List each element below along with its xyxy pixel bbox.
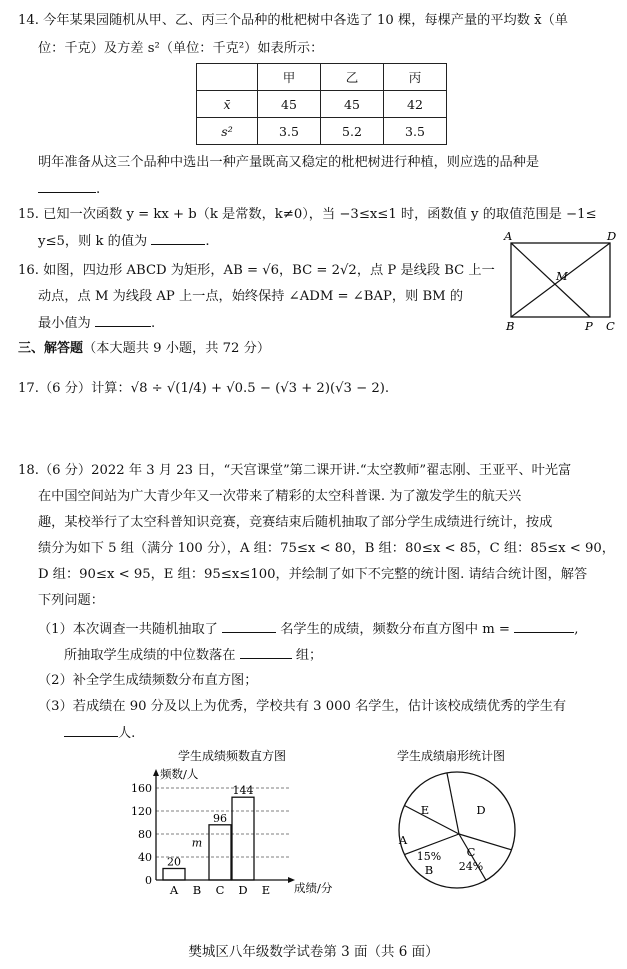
y-tick-label: 160	[131, 782, 152, 795]
q18-sub3-cont: 人.	[64, 724, 135, 743]
q18-line: 趣，某校举行了太空科普知识竞赛，竞赛结束后随机抽取了部分学生成绩进行统计，按成	[38, 515, 553, 530]
q16-line3: 最小值为 .	[38, 316, 156, 331]
table-cell	[197, 64, 258, 91]
table-row	[197, 91, 447, 118]
bar-data-label: 144	[232, 784, 254, 798]
pie-slice-label: D	[476, 803, 486, 817]
x-tick-label: C	[215, 883, 225, 897]
table-cell: 3.5	[384, 118, 447, 145]
bar-data-label: 20	[167, 855, 181, 869]
section-title: 三、解答题	[18, 341, 84, 356]
answer-blank[interactable]	[240, 646, 292, 659]
table-cell: 42	[384, 91, 447, 118]
section-note: （本大题共 9 小题，共 72 分）	[83, 341, 271, 356]
pie-slice-boundary	[447, 773, 459, 834]
x-tick-label: B	[192, 883, 202, 897]
q14-line3: 明年准备从这三个品种中选出一种产量既高又稳定的枇杷树进行种植，则应选的品种是	[38, 155, 540, 170]
pie-chart	[385, 748, 535, 898]
x-tick-label: A	[169, 883, 179, 897]
pie-slice-label: C	[466, 845, 476, 859]
label-a: A	[504, 229, 513, 243]
table-cell: 5.2	[321, 118, 384, 145]
pie-slice-label: E	[420, 803, 430, 817]
q18-sub1-cont: 所抽取学生成绩的中位数落在 组；	[64, 648, 323, 663]
answer-blank[interactable]	[151, 232, 205, 245]
q18-line: 18.（6 分）2022 年 3 月 23 日，“天宫课堂”第二课开讲.“太空教师”翟志刚、王亚平、叶光富	[18, 463, 572, 478]
q18-sub3: （3）若成绩在 90 分及以上为优秀，学校共有 3 000 名学生，估计该校成绩优秀的学生有	[38, 699, 567, 714]
label-m: M	[556, 269, 568, 283]
y-tick-label: 80	[138, 828, 152, 841]
q14-line1: 14. 今年某果园随机从甲、乙、丙三个品种的枇杷树中各选了 10 棵，每棵产量的平均数 x̄（单	[18, 13, 568, 28]
q14-line2: 位：千克）及方差 s²（单位：千克²）如表所示：	[38, 41, 324, 56]
label-p: P	[585, 319, 593, 333]
q18-line: D 组：90≤x < 95，E 组：95≤x≤100，并绘制了如下不完整的统计图. 请结合统计图，解答	[38, 567, 588, 582]
table-cell: s²	[197, 118, 258, 145]
q14-line4: .	[38, 180, 100, 199]
q18-line: 在中国空间站为广大青少年又一次带来了精彩的太空科普课. 为了激发学生的航天兴	[38, 489, 522, 504]
q18-sub1: （1）本次调查一共随机抽取了 名学生的成绩，频数分布直方图中 m = ,	[38, 622, 579, 637]
segment-ap	[511, 243, 590, 317]
table-row	[197, 118, 447, 145]
label-c: C	[606, 319, 615, 333]
pie-slice-boundary	[404, 805, 459, 834]
chart-title: 学生成绩频数直方图	[178, 749, 287, 763]
answer-blank[interactable]	[514, 620, 574, 633]
q16-line2: 动点，点 M 为线段 AP 上一点，始终保持 ∠ADM = ∠BAP，则 BM 的	[38, 289, 464, 304]
histogram-bar	[163, 869, 185, 881]
q18-line: 下列问题：	[38, 593, 104, 608]
answer-blank[interactable]	[222, 620, 276, 633]
chart-title: 学生成绩扇形统计图	[397, 749, 506, 763]
q15-line1: 15. 已知一次函数 y = kx + b（k 是常数，k≠0），当 −3≤x≤1 时，函数值 y 的取值范围是 −1≤	[18, 207, 597, 222]
x-tick-label: D	[238, 883, 248, 897]
table-cell: 乙	[321, 64, 384, 91]
q18-line: 绩分为如下 5 组（满分 100 分），A 组：75≤x < 80，B 组：80≤x < 85，C 组：85≤x < 90，	[38, 541, 615, 556]
q16-line1: 16. 如图，四边形 ABCD 为矩形，AB = √6，BC = 2√2，点 P 是线段 BC 上一	[18, 263, 495, 278]
pie-outline	[399, 772, 515, 888]
bar-data-label: m	[191, 836, 203, 850]
histogram-bar	[209, 825, 231, 880]
table-cell: 丙	[384, 64, 447, 91]
histogram-chart	[120, 748, 360, 898]
y-tick-label: 40	[138, 851, 152, 864]
page-footer: 樊城区八年级数学试卷第 3 面（共 6 面）	[188, 944, 439, 960]
q16-rectangle-figure	[500, 228, 620, 336]
table-cell: x̄	[197, 91, 258, 118]
y-axis-label: 频数/人	[160, 767, 199, 781]
q17-text: 17.（6 分）计算：√8 ÷ √(1/4) + √0.5 − (√3 + 2)(√3 − 2).	[18, 381, 390, 396]
answer-blank[interactable]	[38, 180, 96, 193]
pie-percent-label: 15%	[416, 850, 442, 863]
q18-sub2: （2）补全学生成绩频数分布直方图；	[38, 673, 258, 688]
table-header-row	[197, 64, 447, 91]
q14-table	[196, 63, 447, 145]
bar-data-label: 96	[213, 811, 227, 825]
table-cell: 45	[321, 91, 384, 118]
histogram-bar	[232, 797, 254, 880]
label-d: D	[607, 229, 617, 243]
answer-blank[interactable]	[95, 314, 151, 327]
y-tick-label: 0	[145, 874, 152, 887]
answer-blank[interactable]	[64, 724, 118, 737]
pie-percent-label: 24%	[458, 860, 484, 873]
label-b: B	[506, 319, 515, 333]
table-cell: 3.5	[258, 118, 321, 145]
x-axis-label: 成绩/分	[294, 881, 333, 895]
table-cell: 45	[258, 91, 321, 118]
pie-slice-label: B	[424, 863, 434, 877]
pie-slice-label: A	[398, 833, 408, 847]
q15-line2: y≤5，则 k 的值为 .	[38, 234, 210, 249]
x-tick-label: E	[261, 883, 271, 897]
section-heading	[18, 340, 270, 358]
y-tick-label: 120	[131, 805, 152, 818]
table-cell: 甲	[258, 64, 321, 91]
y-axis-arrow	[153, 769, 159, 776]
